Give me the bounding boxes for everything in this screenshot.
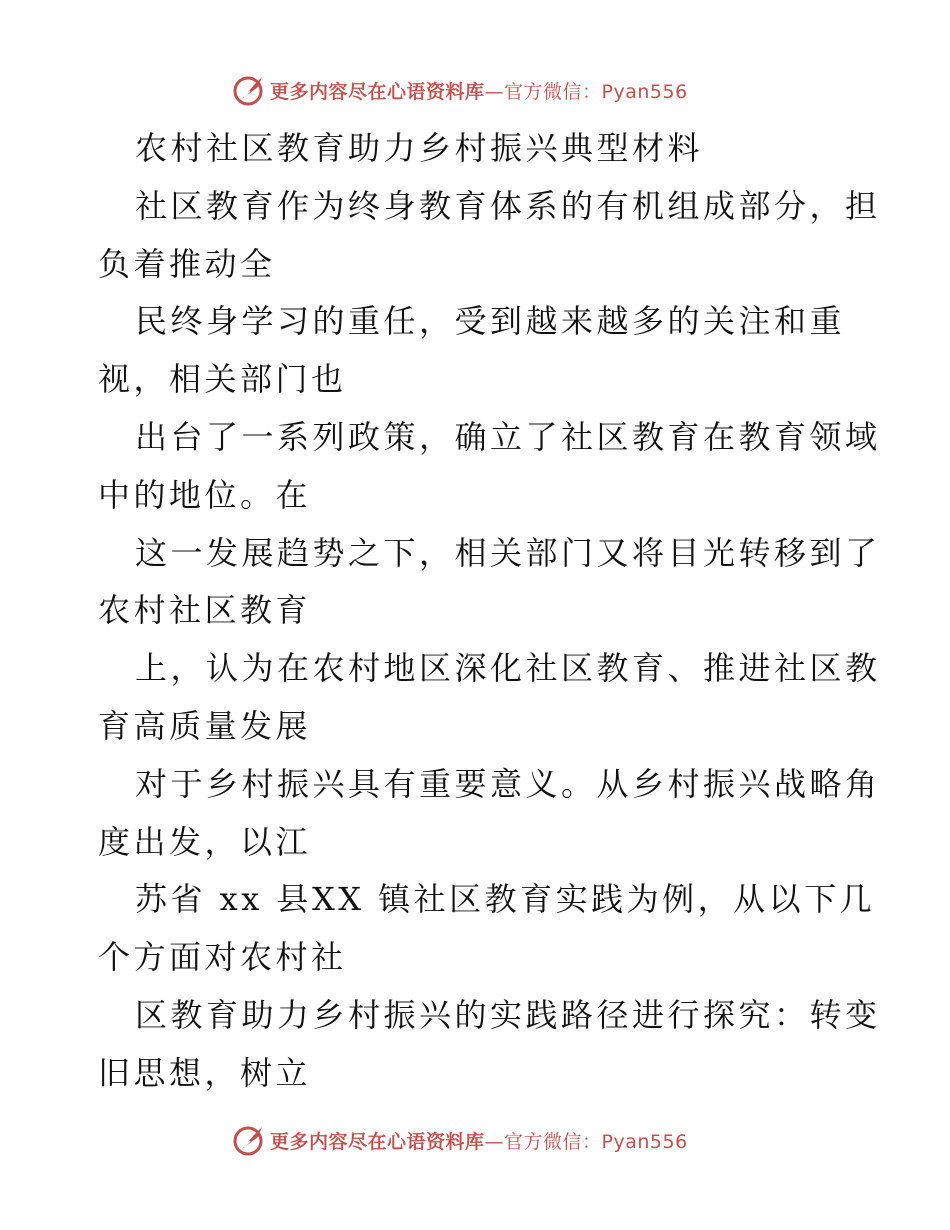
- text-line: 这一发展趋势之下，相关部门又将目光转移到了: [135, 533, 881, 572]
- watermark-sub-text: —官方微信：Pyan556: [484, 80, 688, 103]
- document-body: [98, 120, 881, 1103]
- text-line: 农村社区教育: [98, 591, 312, 630]
- text-line: 旧思想，树立: [98, 1053, 312, 1092]
- text-line: 对于乡村振兴具有重要意义。从乡村振兴战略角: [135, 764, 881, 803]
- text-line: 民终身学习的重任，受到越来越多的关注和重: [135, 302, 846, 341]
- text-line: 个方面对农村社: [98, 938, 347, 977]
- text-line: 区教育助力乡村振兴的实践路径进行探究：转变: [135, 995, 881, 1034]
- text-line: 上，认为在农村地区深化社区教育、推进社区教: [135, 649, 881, 688]
- watermark-main-text: 更多内容尽在心语资料库: [270, 80, 485, 103]
- watermark-main-text: 更多内容尽在心语资料库: [270, 1130, 485, 1153]
- text-line: 度出发，以江: [98, 822, 312, 861]
- text-line: 中的地位。在: [98, 475, 312, 514]
- quill-logo-icon: [232, 1123, 266, 1157]
- watermark-footer: [232, 1123, 688, 1157]
- text-line: 社区教育作为终身教育体系的有机组成部分，担: [135, 186, 881, 225]
- watermark-sub-text: —官方微信：Pyan556: [484, 1130, 688, 1153]
- text-line: 育高质量发展: [98, 706, 312, 745]
- document-title: 农村社区教育助力乡村振兴典型材料: [135, 129, 704, 167]
- text-line: 负着推动全: [98, 244, 276, 283]
- text-line: 视，相关部门也: [98, 360, 347, 399]
- watermark-header: [232, 73, 688, 107]
- text-line: 苏省 xx 县XX 镇社区教育实践为例，从以下几: [135, 880, 876, 919]
- quill-logo-icon: [232, 73, 266, 107]
- text-line: 出台了一系列政策，确立了社区教育在教育领域: [135, 417, 881, 456]
